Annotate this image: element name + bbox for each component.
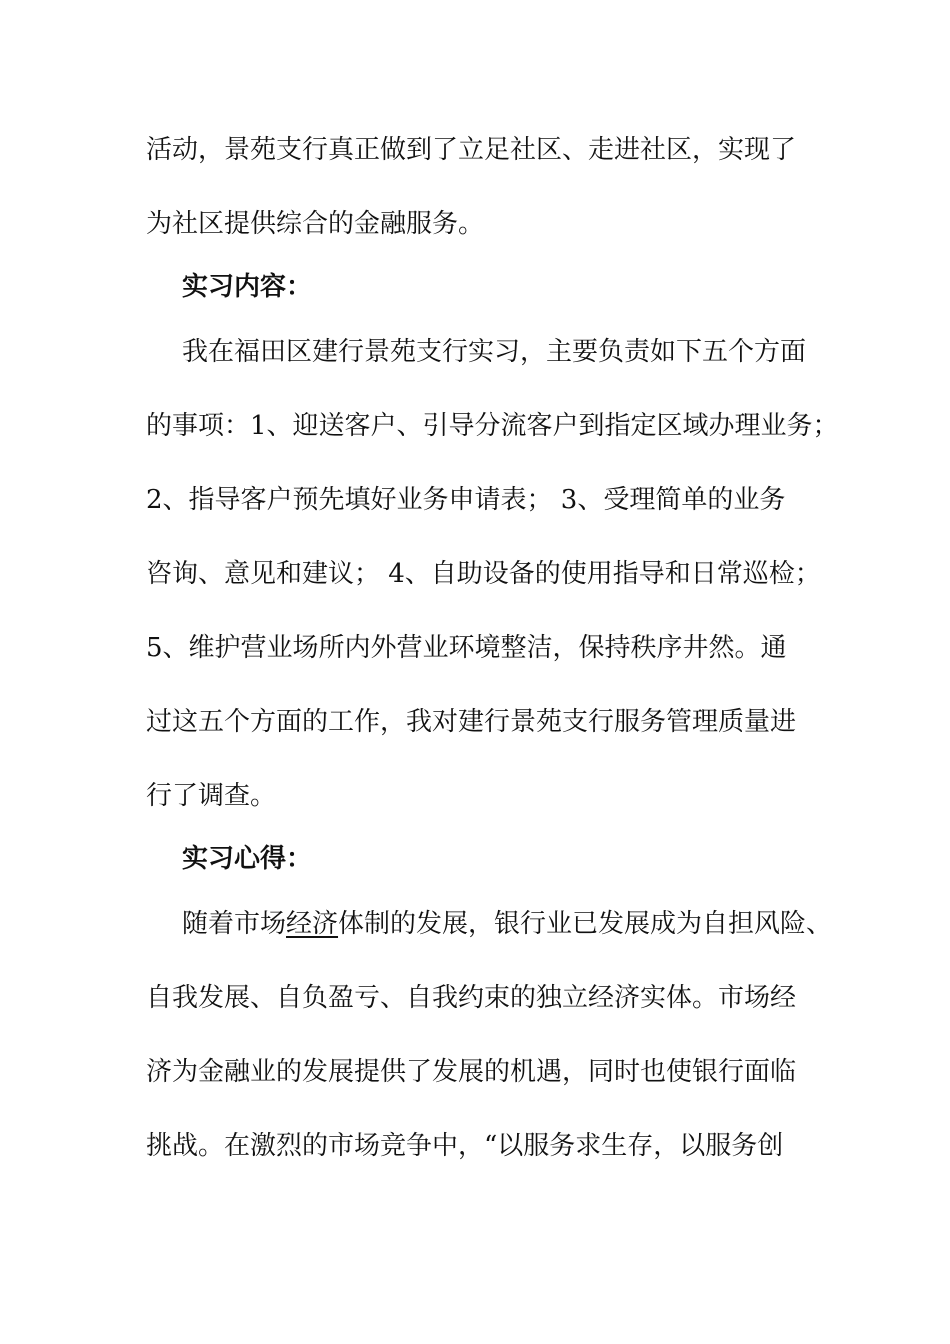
- section-heading-experience: 实习心得：: [182, 844, 313, 874]
- paragraph-3-line-3: 济为金融业的发展提供了发展的机遇，同时也使银行面临: [146, 1057, 797, 1087]
- paragraph-2-line-1: 我在福田区建行景苑支行实习，主要负责如下五个方面: [182, 337, 807, 367]
- paragraph-2-line-3: 2、指导客户预先填好业务申请表； 3、受理简单的业务: [146, 485, 786, 515]
- paragraph-2-line-2: 的事项：1、迎送客户、引导分流客户到指定区域办理业务；: [146, 411, 839, 441]
- paragraph-1-line-1: 活动，景苑支行真正做到了立足社区、走进社区，实现了: [146, 135, 797, 165]
- paragraph-3-line-1-end: 体制的发展，银行业已发展成为自担风险、: [338, 909, 833, 939]
- paragraph-2-line-4: 咨询、意见和建议； 4、自助设备的使用指导和日常巡检；: [146, 559, 821, 589]
- paragraph-1-line-2: 为社区提供综合的金融服务。: [146, 209, 485, 239]
- paragraph-3-line-1-start: 随着市场: [182, 909, 287, 939]
- paragraph-3-line-4: 挑战。在激烈的市场竞争中，“以服务求生存，以服务创: [146, 1131, 784, 1161]
- paragraph-2-line-6: 过这五个方面的工作，我对建行景苑支行服务管理质量进: [146, 707, 797, 737]
- economy-link[interactable]: 经济: [286, 909, 339, 939]
- paragraph-3-line-1: [182, 907, 832, 941]
- paragraph-2-line-7: 行了调查。: [146, 781, 277, 811]
- paragraph-3-line-2: 自我发展、自负盈亏、自我约束的独立经济实体。市场经: [146, 983, 797, 1013]
- paragraph-2-line-5: 5、维护营业场所内外营业环境整洁，保持秩序井然。通: [146, 633, 787, 663]
- section-heading-content: 实习内容：: [182, 272, 313, 302]
